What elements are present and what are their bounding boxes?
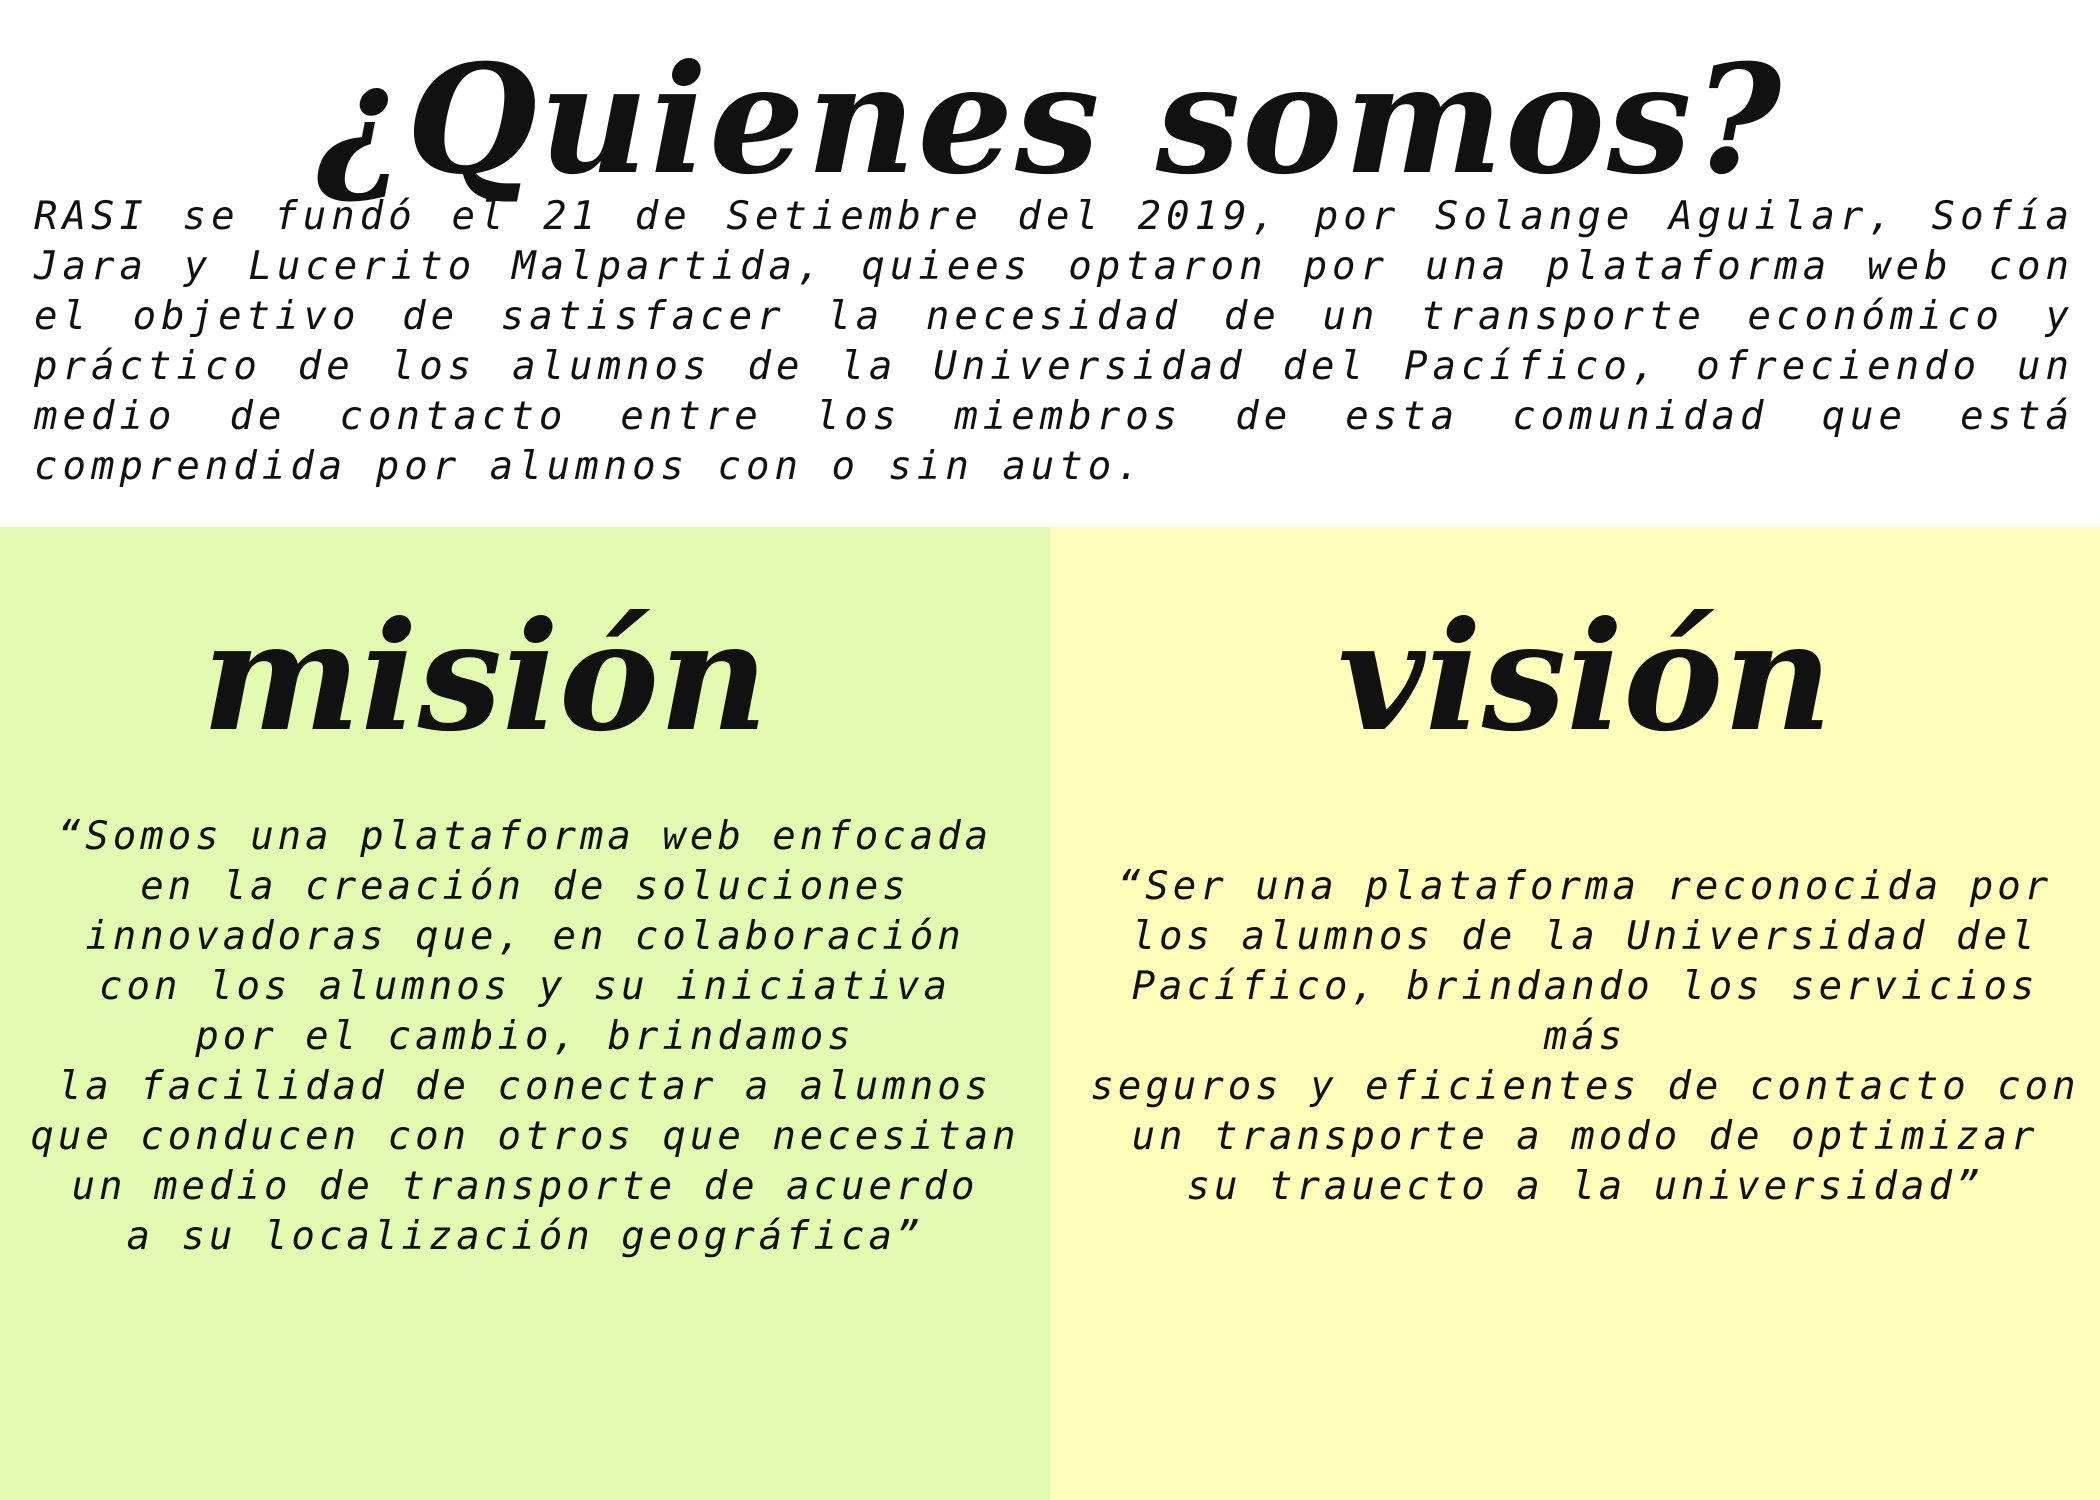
mision-text: “Somos una plataforma web enfocada en la creación de soluciones innovadoras que, en colaboración con los alumnos y su iniciativa por el cambio, brindamos la facilidad de conectar a alumnos que conducen con otros que necesitan un medio de transporte de acuerdo a su localización geográfica”	[30, 814, 1020, 1259]
vision-heading: visión	[1337, 589, 1833, 765]
mision-panel	[0, 527, 1050, 1500]
intro-section	[0, 0, 2100, 527]
mision-heading: misión	[201, 589, 769, 765]
vision-text: “Ser una plataforma reconocida por los alumnos de la Universidad del Pacífico, brindando los servicios más seguros y eficientes de contacto con un transporte a modo de optimizar su trauecto a la universidad”	[1090, 864, 2080, 1209]
intro-paragraph: RASI se fundó el 21 de Setiembre del 2019, por Solange Aguilar, Sofía Jara y Lucerito Malpartida, quiees optaron por una plataforma web con el objetivo de satisfacer la necesidad de un transporte económico y práctico de los alumnos de la Universidad del Pacífico, ofreciendo un medio de contacto entre los miembros de esta comunidad que está comprendida por alumnos con o sin auto.	[34, 194, 2074, 489]
page-title: ¿Quienes somos?	[316, 32, 1784, 208]
vision-panel	[1050, 527, 2100, 1500]
